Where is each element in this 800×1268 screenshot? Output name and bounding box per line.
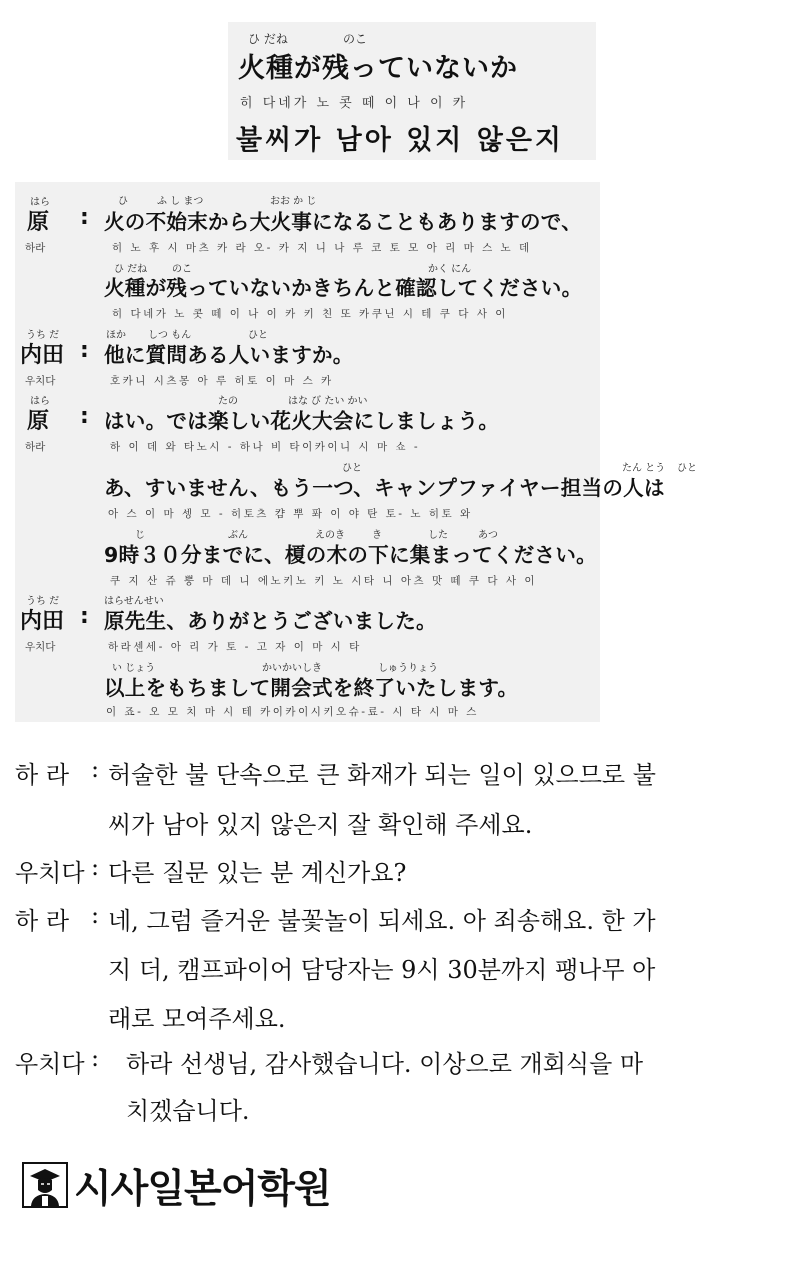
speaker-name: 内田 xyxy=(20,609,65,634)
japanese-line: 以上をもちまして開会式を終了いたします。 xyxy=(104,676,519,700)
line-furigana: かく にん xyxy=(428,264,472,275)
speaker-furigana: うち だ xyxy=(26,596,60,607)
translation-line: 네, 그럼 즐거운 불꽃놀이 되세요. 아 죄송해요. 한 가 xyxy=(108,907,656,935)
line-furigana: ほか xyxy=(106,330,126,341)
japanese-line: 他に質問ある人いますか。 xyxy=(104,343,354,367)
pronunciation-line: 이 죠- 오 모 치 마 시 테 카이카이시키오슈-료- 시 타 시 마 스 xyxy=(106,706,479,718)
speaker-pronunciation: 우치다 xyxy=(25,641,56,653)
speaker-furigana: はら xyxy=(30,197,50,208)
translation-speaker: 하 라 xyxy=(15,761,69,789)
scholar-portrait-icon xyxy=(22,1162,68,1208)
speaker-furigana: はら xyxy=(30,396,50,407)
speaker-colon: : xyxy=(80,604,89,629)
speaker-pronunciation: 우치다 xyxy=(25,375,56,387)
line-furigana: した xyxy=(428,530,448,541)
pronunciation-line: 하 이 데 와 타노시 - 하나 비 타이카이니 시 마 쇼 - xyxy=(110,441,421,453)
speaker-name: 原 xyxy=(27,409,50,434)
translation-line: 허술한 불 단속으로 큰 화재가 되는 일이 있으므로 불 xyxy=(108,761,656,789)
line-furigana: き xyxy=(372,530,382,541)
line-furigana: ひと xyxy=(248,330,268,341)
line-furigana: ぶん xyxy=(228,530,248,541)
translation-colon: : xyxy=(91,1044,100,1072)
speaker-furigana: うち だ xyxy=(26,330,60,341)
line-furigana: ひと xyxy=(677,463,697,474)
pronunciation-line: 히 노 후 시 마츠 카 라 오- 카 지 니 나 루 코 토 모 아 리 마 스 노 데 xyxy=(112,242,532,254)
line-furigana: はな び たい かい xyxy=(288,396,368,407)
translation-colon: : xyxy=(91,755,100,783)
translation-line: 하라 선생님, 감사했습니다. 이상으로 개회식을 마 xyxy=(126,1050,644,1078)
line-furigana: しゅうりょう xyxy=(378,663,438,674)
line-furigana: ひ xyxy=(118,196,128,207)
line-furigana: じ xyxy=(135,530,145,541)
line-furigana: おお か じ xyxy=(270,196,317,207)
speaker-pronunciation: 하라 xyxy=(25,242,46,254)
translation-speaker: 우치다 xyxy=(15,1050,85,1078)
japanese-line: 火の不始末から大火事になることもありますので、 xyxy=(104,210,582,234)
translation-line: 치겠습니다. xyxy=(126,1097,250,1125)
pronunciation-line: 쿠 지 산 쥬 뿡 마 데 니 에노키노 키 노 시타 니 아츠 맛 떼 쿠 다 사 이 xyxy=(110,575,537,587)
japanese-line: 原先生、ありがとうございました。 xyxy=(104,609,437,633)
line-furigana: かいかいしき xyxy=(262,663,322,674)
translation-line: 래로 모여주세요. xyxy=(108,1005,286,1033)
line-furigana: のこ xyxy=(172,264,192,275)
speaker-name: 原 xyxy=(27,210,50,235)
academy-logo-text: 시사일본어학원 xyxy=(74,1167,331,1212)
translation-line: 다른 질문 있는 분 계신가요? xyxy=(108,859,407,887)
line-furigana: はらせんせい xyxy=(104,596,164,607)
japanese-line: 9時３０分までに、榎の木の下に集まってください。 xyxy=(104,543,597,567)
speaker-colon: : xyxy=(80,338,89,363)
japanese-line: あ、すいません、もう一つ、キャンプファイヤー担当の人は xyxy=(104,476,665,500)
translation-colon: : xyxy=(91,853,100,881)
line-furigana: えのき xyxy=(315,530,345,541)
pronunciation-line: 히 다네가 노 콧 떼 이 나 이 카 키 친 또 카쿠닌 시 테 쿠 다 사 이 xyxy=(112,308,508,320)
title-furigana-noko: のこ xyxy=(343,32,368,46)
translation-line: 지 더, 캠프파이어 담당자는 9시 30분까지 팽나무 아 xyxy=(108,956,656,984)
line-furigana: たん とう xyxy=(622,463,666,474)
line-furigana: ふ し まつ xyxy=(157,196,204,207)
pronunciation-line: 호카니 시츠몽 아 루 히토 이 마 스 카 xyxy=(110,375,334,387)
speaker-name: 内田 xyxy=(20,343,65,368)
japanese-line: はい。では楽しい花火大会にしましょう。 xyxy=(104,409,500,433)
title-japanese: 火種が残っていないか xyxy=(238,53,518,84)
translation-line: 씨가 남아 있지 않은지 잘 확인해 주세요. xyxy=(108,811,533,839)
pronunciation-line: 아 스 이 마 셍 모 - 히토츠 캼 뿌 퐈 이 야 탄 토- 노 히토 와 xyxy=(108,508,473,520)
line-furigana: あつ xyxy=(478,530,498,541)
title-furigana-hidane: ひ だね xyxy=(248,32,288,46)
speaker-colon: : xyxy=(80,404,89,429)
translation-speaker: 우치다 xyxy=(15,859,85,887)
line-furigana: ひ だね xyxy=(114,264,148,275)
line-furigana: たの xyxy=(218,396,238,407)
title-korean: 불씨가 남아 있지 않은지 xyxy=(236,125,565,156)
speaker-colon: : xyxy=(80,205,89,230)
speaker-pronunciation: 하라 xyxy=(25,441,46,453)
translation-speaker: 하 라 xyxy=(15,907,69,935)
line-furigana: い じょう xyxy=(112,663,156,674)
pronunciation-line: 하라센세- 아 리 가 토 - 고 자 이 마 시 타 xyxy=(108,641,362,653)
line-furigana: ひと xyxy=(342,463,362,474)
translation-colon: : xyxy=(91,901,100,929)
japanese-line: 火種が残っていないかきちんと確認してください。 xyxy=(104,276,583,300)
title-pronunciation: 히 다네가 노 콧 떼 이 나 이 카 xyxy=(240,96,469,111)
line-furigana: しつ もん xyxy=(148,330,192,341)
